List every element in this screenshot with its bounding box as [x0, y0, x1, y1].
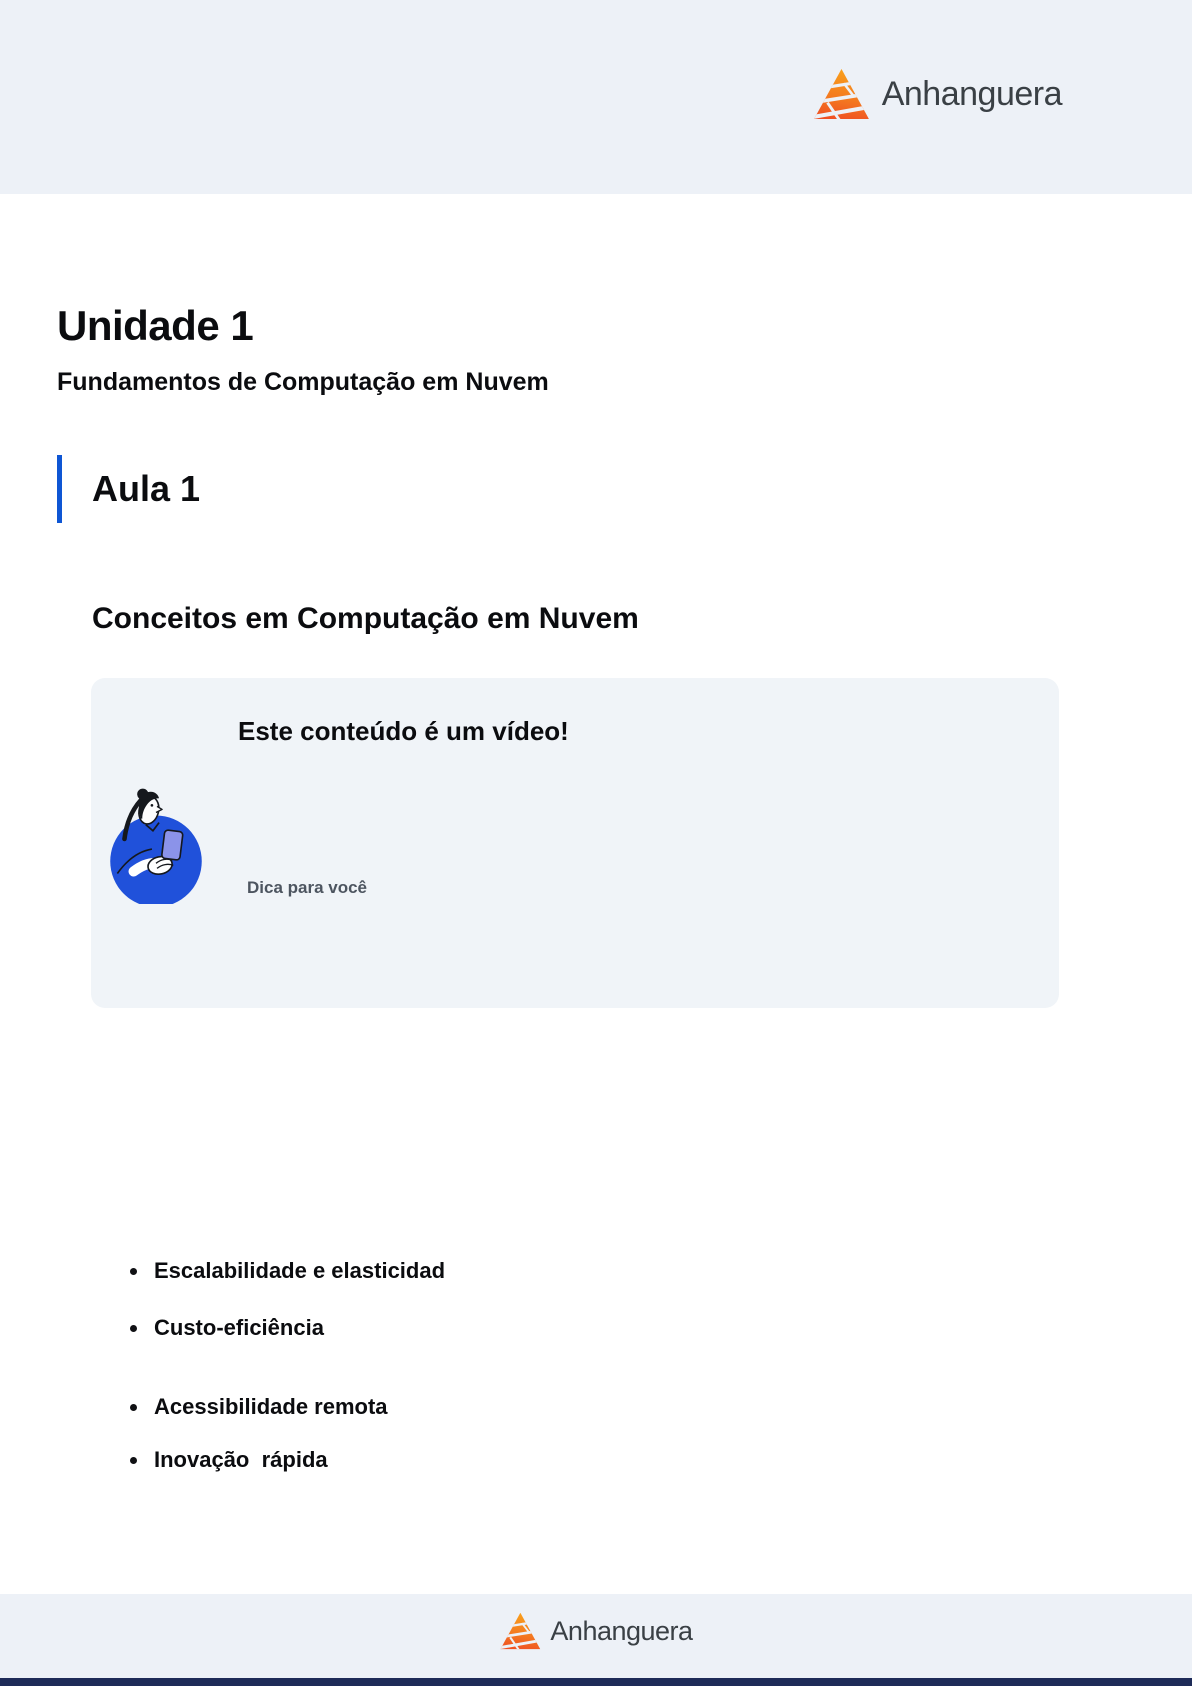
anhanguera-logo-text: Anhanguera	[550, 1615, 693, 1646]
lesson-heading-block	[57, 455, 200, 523]
bullet-icon	[130, 1268, 137, 1275]
video-card-caption: Dica para você	[247, 878, 368, 897]
lesson-title: Aula 1	[92, 468, 201, 509]
footer-logo-wrap	[0, 1612, 1192, 1650]
unit-subtitle: Fundamentos de Computação em Nuvem	[57, 368, 549, 396]
video-card-title: Este conteúdo é um vídeo!	[238, 716, 569, 746]
section-heading: Conceitos em Computação em Nuvem	[92, 602, 639, 635]
bullet-icon	[130, 1457, 137, 1464]
list-item-label: Escalabilidade e elasticidad	[154, 1258, 446, 1283]
list-item	[130, 1257, 830, 1285]
anhanguera-triangle-icon	[812, 68, 870, 120]
person-holding-mug-illustration	[103, 784, 209, 904]
anhanguera-logo	[499, 1612, 692, 1650]
anhanguera-logo-text: Anhanguera	[881, 74, 1062, 113]
list-item-label: Inovação rápida	[154, 1447, 328, 1472]
list-item-label: Custo-eficiência	[154, 1315, 324, 1340]
unit-title: Unidade 1	[57, 302, 254, 349]
list-item	[130, 1393, 830, 1421]
list-item	[130, 1446, 830, 1474]
list-item	[130, 1314, 830, 1342]
footer-accent-bar	[0, 1678, 1192, 1686]
video-card	[91, 678, 1059, 1008]
anhanguera-logo	[812, 68, 1062, 120]
anhanguera-triangle-icon	[499, 1612, 541, 1650]
bullet-icon	[130, 1404, 137, 1411]
list-item-label: Acessibilidade remota	[154, 1394, 388, 1419]
key-concepts-list	[130, 1257, 830, 1474]
bullet-icon	[130, 1325, 137, 1332]
